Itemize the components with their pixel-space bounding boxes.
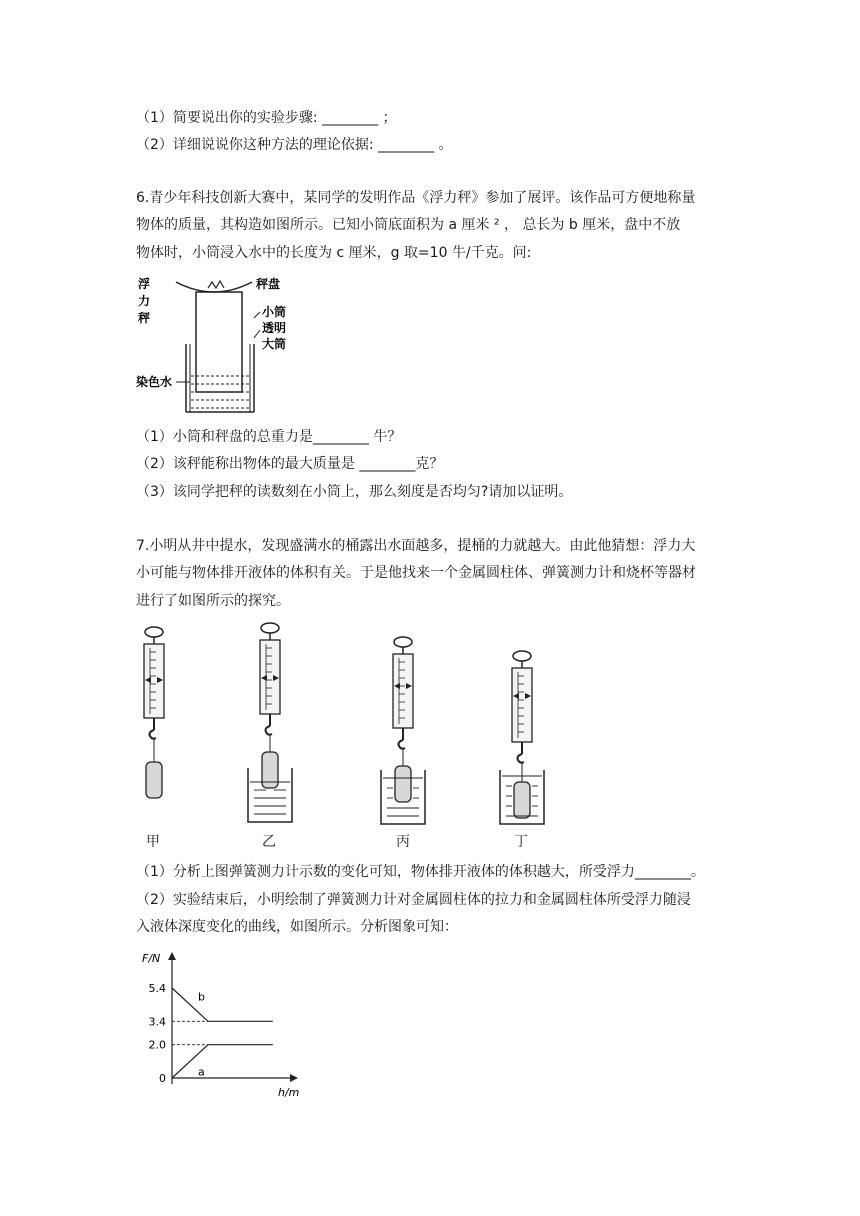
- y-tick-label: 0: [159, 1072, 166, 1085]
- q6-sub3: （3）该同学把秤的读数刻在小筒上，那么刻度是否均匀?请加以证明。: [136, 484, 573, 500]
- label-pan: 秤盘: [256, 277, 281, 291]
- q5-sub2: （2）详细说说你这种方法的理论依据: ________ 。: [136, 137, 453, 153]
- q7-stem-line2: 小可能与物体排开液体的体积有关。于是他找来一个金属圆柱体、弹簧测力计和烧杯等器材: [136, 565, 696, 581]
- figure-label-ding: 丁: [514, 834, 528, 850]
- spring-scale-figure: [136, 622, 556, 830]
- x-axis-arrow: [290, 1074, 298, 1082]
- q6-stem-line2: 物体的质量，其构造如图所示。已知小筒底面积为 a 厘米 ² ， 总长为 b 厘米，盘中不放: [136, 217, 681, 233]
- y-axis-label: F/N: [142, 952, 161, 965]
- q6-stem-line1: 6.青少年科技创新大赛中，某同学的发明作品《浮力秤》参加了展评。该作品可方便地称量: [136, 190, 696, 206]
- q6-stem-line3: 物体时，小筒浸入水中的长度为 c 厘米，g 取=10 牛/千克。问:: [136, 245, 532, 261]
- series-line-a: [172, 1045, 273, 1078]
- series-label-b: b: [198, 990, 205, 1004]
- figure-label-jia: 甲: [146, 834, 160, 850]
- q7-sub2-line1: （2）实验结束后，小明绘制了弹簧测力计对金属圆柱体的拉力和金属圆柱体所受浮力随浸: [136, 892, 691, 908]
- label-scale-3: 秤: [138, 311, 151, 325]
- y-tick-label: 2.0: [148, 1038, 166, 1052]
- label-water: 染色水: [136, 375, 173, 389]
- float-scale-figure: [136, 272, 286, 418]
- series-line-b: [172, 988, 273, 1021]
- y-tick-label: 5.4: [148, 982, 166, 995]
- q5-sub1: （1）简要说出你的实验步骤: ________ ；: [136, 110, 397, 126]
- label-big-tube-1: 透明: [262, 321, 286, 335]
- q7-stem-line3: 进行了如图所示的探究。: [136, 593, 290, 609]
- label-small-tube: 小筒: [262, 305, 286, 319]
- y-axis-arrow: [168, 952, 176, 960]
- q7-sub1: （1）分析上图弹簧测力计示数的变化可知，物体排开液体的体积越大，所受浮力________。: [136, 864, 705, 880]
- figure-label-bing: 丙: [396, 834, 410, 850]
- series-label-a: a: [198, 1065, 205, 1079]
- label-big-tube-2: 大筒: [262, 337, 286, 351]
- force-depth-chart: [136, 948, 306, 1098]
- q6-sub1: （1）小筒和秤盘的总重力是________ 牛？: [136, 429, 402, 445]
- y-tick-label: 3.4: [148, 1015, 166, 1029]
- label-scale-1: 浮: [138, 277, 151, 291]
- label-scale-2: 力: [138, 294, 151, 308]
- q7-stem-line1: 7.小明从井中提水，发现盛满水的桶露出水面越多，提桶的力就越大。由此他猜想：浮力大: [136, 538, 696, 554]
- q7-sub2-line2: 入液体深度变化的曲线，如图所示。分析图象可知：: [136, 919, 458, 935]
- figure-label-yi: 乙: [262, 834, 276, 850]
- q6-sub2: （2）该秤能称出物体的最大质量是 ________克？: [136, 456, 444, 472]
- x-axis-label: h/m: [278, 1086, 300, 1098]
